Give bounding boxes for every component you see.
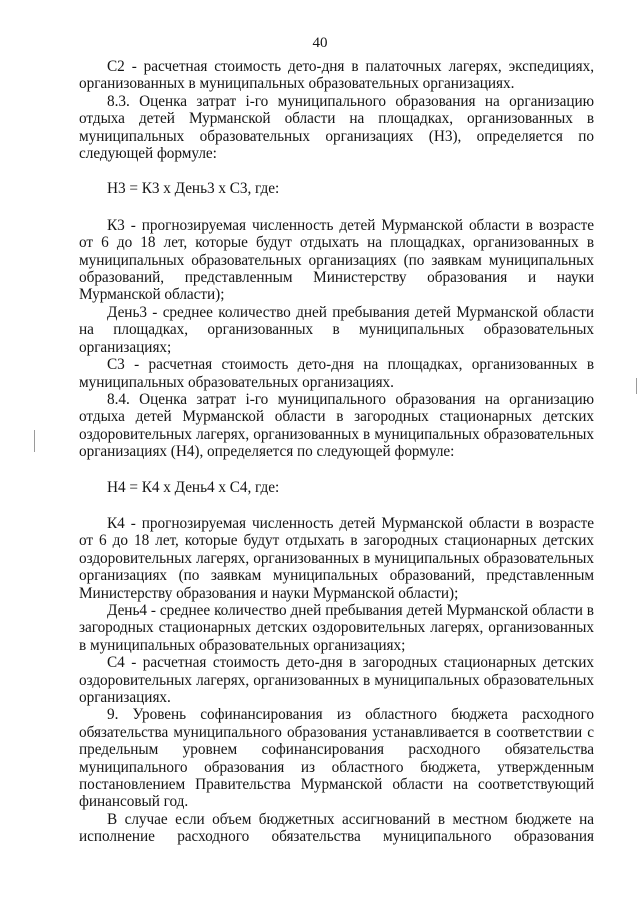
paragraph-k3-definition: К3 - прогнозируемая численность детей Мурманской области в возрасте от 6 до 18 лет, которые будут отдыхать на площадках, организованных в муниципальных образовательных организациях (по заявкам муниципальных образований, представленным Министерству образования и науки Мурманской области); [79, 216, 594, 304]
page-number: 40 [312, 35, 328, 51]
paragraph-c4-definition: С4 - расчетная стоимость дето-дня в загородных стационарных детских оздоровительных лагерях, организованных в муниципальных образовательных организациях. [79, 654, 594, 706]
paragraph-8-3: 8.3. Оценка затрат i-го муниципального образования на организацию отдыха детей Мурманской области на площадках, организованных в муниципальных образовательных организациях (Н3), определяется по следующей формуле: [79, 92, 594, 163]
paragraph-c3-definition: С3 - расчетная стоимость дето-дня на площадках, организованных в муниципальных образовательных организациях. [79, 356, 594, 391]
paragraph-day3-definition: День3 - среднее количество дней пребывания детей Мурманской области на площадках, организованных в муниципальных образовательных организациях; [79, 303, 594, 356]
paragraph-day4-definition: День4 - среднее количество дней пребывания детей Мурманской области в загородных стационарных детских оздоровительных лагерях, организованных в муниципальных образовательных организациях; [79, 601, 594, 654]
scan-margin-mark [34, 430, 35, 452]
formula-h3: Н3 = К3 х День3 х С3, где: [107, 180, 280, 198]
formula-h4: Н4 = К4 х День4 х С4, где: [107, 478, 280, 496]
paragraph-8-4: 8.4. Оценка затрат i-го муниципального образования на организацию отдыха детей Мурманской области в загородных стационарных детских оздоровительных лагерях, организованных в муниципальных образовательных организациях (Н4), определяется по следующей формуле: [79, 390, 594, 461]
paragraph-9: 9. Уровень софинансирования из областного бюджета расходного обязательства муниципального образования устанавливается в соответствии с предельным уровнем софинансирования расходного обязательства муниципального образования из областного бюджета, утвержденным постановлением Правительства Мурманской области на соответствующий финансовый год. [79, 706, 594, 811]
scan-edge-mark [636, 378, 637, 394]
document-body [79, 58, 594, 846]
paragraph-c2-definition: С2 - расчетная стоимость дето-дня в палаточных лагерях, экспедициях, организованных в муниципальных образовательных организациях. [79, 58, 594, 93]
paragraph-9-continuation: В случае если объем бюджетных ассигнований в местном бюджете на исполнение расходного обязательства муниципального образования [79, 810, 594, 846]
paragraph-k4-definition: К4 - прогнозируемая численность детей Мурманской области в возрасте от 6 до 18 лет, которые будут отдыхать в загородных стационарных детских оздоровительных лагерях, организованных в муниципальных образовательных организациях (по заявкам муниципальных образований, представленным Министерству образования и науки Мурманской области); [79, 514, 594, 602]
